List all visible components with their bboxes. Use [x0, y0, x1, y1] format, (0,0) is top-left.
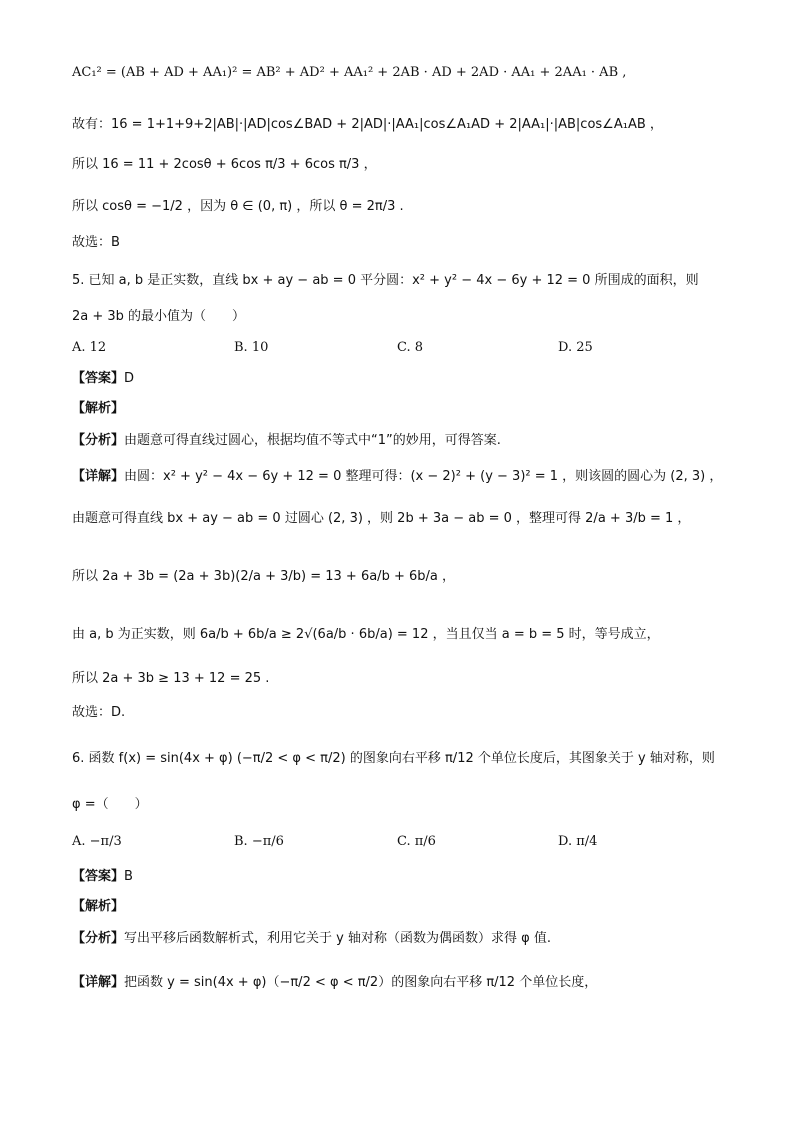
- fenxi-tag: 【分析】: [72, 931, 125, 946]
- q5-expand-line: 所以 2a + 3b = (2a + 3b)(2/a + 3/b) = 13 + 6a/b + 6b/a ，: [72, 569, 455, 584]
- q5-detail-line: [72, 466, 734, 488]
- q6-option-a: A. −π/3: [72, 834, 122, 849]
- fenxi-text: 写出平移后函数解析式，利用它关于 y 轴对称（函数为偶函数）求得 φ 值.: [124, 931, 551, 946]
- answer-tag: 【答案】: [72, 869, 125, 884]
- q5-option-c: C. 8: [397, 340, 424, 355]
- dot-product-line: 故有：16 = 1+1+9+2|AB|·|AD|cos∠BAD + 2|AD|·|AA₁|cos∠A₁AD + 2|AA₁|·|AB|cos∠A₁AB ，: [72, 117, 663, 132]
- q5-option-d: D. 25: [558, 340, 593, 355]
- q6-fenxi-line: [72, 928, 734, 950]
- fenxi-text: 由题意可得直线过圆心，根据均值不等式中“1”的妙用，可得答案.: [124, 433, 501, 448]
- answer-tag: 【答案】: [72, 371, 125, 386]
- q5-result-line: 所以 2a + 3b ≥ 13 + 12 = 25 .: [72, 671, 270, 686]
- q5-center-line: 由题意可得直线 bx + ay − ab = 0 过圆心 (2, 3) ，则 2b + 3a − ab = 0 ，整理可得 2/a + 3/b = 1 ，: [72, 511, 691, 526]
- q5-answer-line: [72, 368, 734, 390]
- question-6-stem-cont: φ =（ ）: [72, 797, 148, 812]
- q6-analysis-tag: 【解析】: [72, 899, 125, 914]
- answer-value: D: [124, 371, 135, 386]
- question-5-stem: 5. 已知 a, b 是正实数，直线 bx + ay − ab = 0 平分圆：x² + y² − 4x − 6y + 12 = 0 所围成的面积，则: [72, 273, 699, 288]
- q5-choice-line: 故选：D.: [72, 705, 126, 720]
- cos-equation-line: 所以 16 = 11 + 2cosθ + 6cos π/3 + 6cos π/3 ，: [72, 157, 377, 172]
- vector-expansion-line: AC₁² = (AB + AD + AA₁)² = AB² + AD² + AA₁² + 2AB · AD + 2AD · AA₁ + 2AA₁ · AB ,: [72, 65, 627, 80]
- q6-option-d: D. π/4: [558, 834, 598, 849]
- answer-choice-q4: 故选：B: [72, 235, 120, 250]
- question-6-stem: 6. 函数 f(x) = sin(4x + φ) (−π/2 < φ < π/2) 的图象向右平移 π/12 个单位长度后，其图象关于 y 轴对称，则: [72, 751, 715, 766]
- question-5-stem-cont: 2a + 3b 的最小值为（ ）: [72, 309, 246, 324]
- q6-option-c: C. π/6: [397, 834, 436, 849]
- q5-analysis-tag: 【解析】: [72, 401, 125, 416]
- xiangjie-tag: 【详解】: [72, 469, 125, 484]
- q6-answer-line: [72, 866, 734, 888]
- fenxi-tag: 【分析】: [72, 433, 125, 448]
- xiangjie-text: 由圆：x² + y² − 4x − 6y + 12 = 0 整理可得：(x − 2)² + (y − 3)² = 1 ，则该圆的圆心为 (2, 3) ，: [124, 469, 723, 484]
- q6-detail-line: [72, 972, 734, 994]
- q5-option-b: B. 10: [234, 340, 269, 355]
- q5-option-a: A. 12: [72, 340, 107, 355]
- xiangjie-tag: 【详解】: [72, 975, 125, 990]
- theta-result-line: 所以 cosθ = −1/2 ，因为 θ ∈ (0, π) ，所以 θ = 2π/3 .: [72, 199, 404, 214]
- q5-fenxi-line: [72, 430, 734, 452]
- xiangjie-text: 把函数 y = sin(4x + φ)（−π/2 < φ < π/2）的图象向右平移 π/12 个单位长度，: [124, 975, 598, 990]
- q5-amgm-line: 由 a, b 为正实数，则 6a/b + 6b/a ≥ 2√(6a/b · 6b/a) = 12 ，当且仅当 a = b = 5 时，等号成立，: [72, 627, 660, 642]
- q6-option-b: B. −π/6: [234, 834, 284, 849]
- answer-value: B: [124, 869, 133, 884]
